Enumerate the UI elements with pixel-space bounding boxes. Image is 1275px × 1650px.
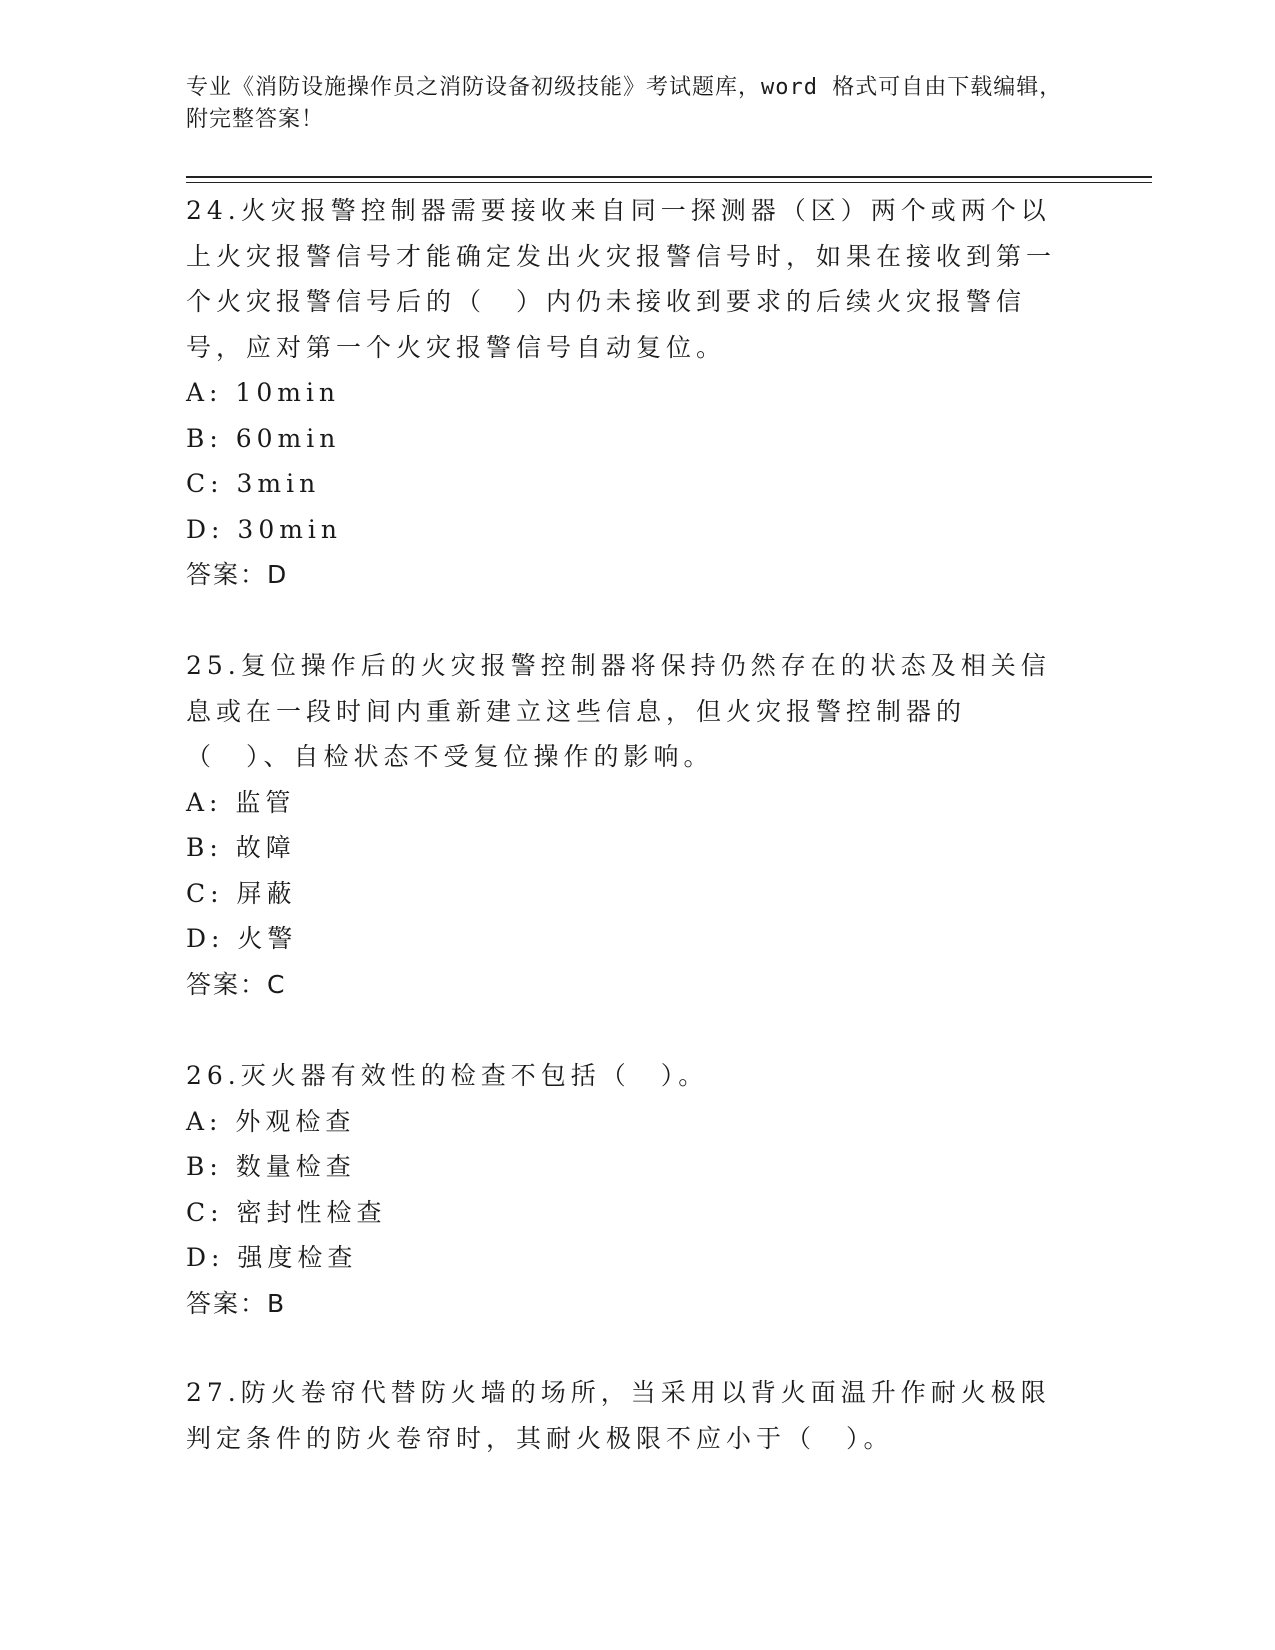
option-b: B: 60min <box>186 423 341 453</box>
option-d: D: 火警 <box>186 924 298 953</box>
question-stem: 24.火灾报警控制器需要接收来自同一探测器（区）两个或两个以上火灾报警信号才能确定发出火灾报警信号时，如果在接收到第一个火灾报警信号后的（ ）内仍未接收到要求的后续火灾报警信号，应对第一个火灾报警信号自动复位。 <box>186 196 1057 362</box>
option-b: B: 数量检查 <box>186 1152 356 1181</box>
option-c: C: 3min <box>186 469 321 498</box>
answer-label: 答案：D <box>186 560 289 589</box>
question-26 <box>186 1053 1066 1326</box>
option-a: A: 监管 <box>186 787 296 817</box>
question-24 <box>186 188 1066 598</box>
question-27 <box>186 1370 1066 1461</box>
question-stem: 27.防火卷帘代替防火墙的场所，当采用以背火面温升作耐火极限判定条件的防火卷帘时，其耐火极限不应小于（ ）。 <box>186 1378 1051 1453</box>
option-a: A: 10min <box>186 378 341 407</box>
answer-label: 答案：C <box>186 969 287 999</box>
header-divider-thick <box>186 176 1152 178</box>
question-stem: 25.复位操作后的火灾报警控制器将保持仍然存在的状态及相关信息或在一段时间内重新建立这些信息，但火灾报警控制器的（ ）、自检状态不受复位操作的影响。 <box>186 651 1051 771</box>
question-25 <box>186 643 1066 1007</box>
option-c: C: 屏蔽 <box>186 878 297 908</box>
option-b: B: 故障 <box>186 833 296 862</box>
question-stem: 26.灭火器有效性的检查不包括（ ）。 <box>186 1061 709 1090</box>
document-header: 专业《消防设施操作员之消防设备初级技能》考试题库，word 格式可自由下载编辑，附完整答案！ <box>186 75 1063 132</box>
option-c: C: 密封性检查 <box>186 1197 387 1227</box>
answer-label: 答案：B <box>186 1288 287 1318</box>
option-d: D: 30min <box>186 514 343 544</box>
header-divider-thin <box>186 182 1152 183</box>
option-d: D: 强度检查 <box>186 1243 358 1272</box>
option-a: A: 外观检查 <box>186 1106 356 1136</box>
